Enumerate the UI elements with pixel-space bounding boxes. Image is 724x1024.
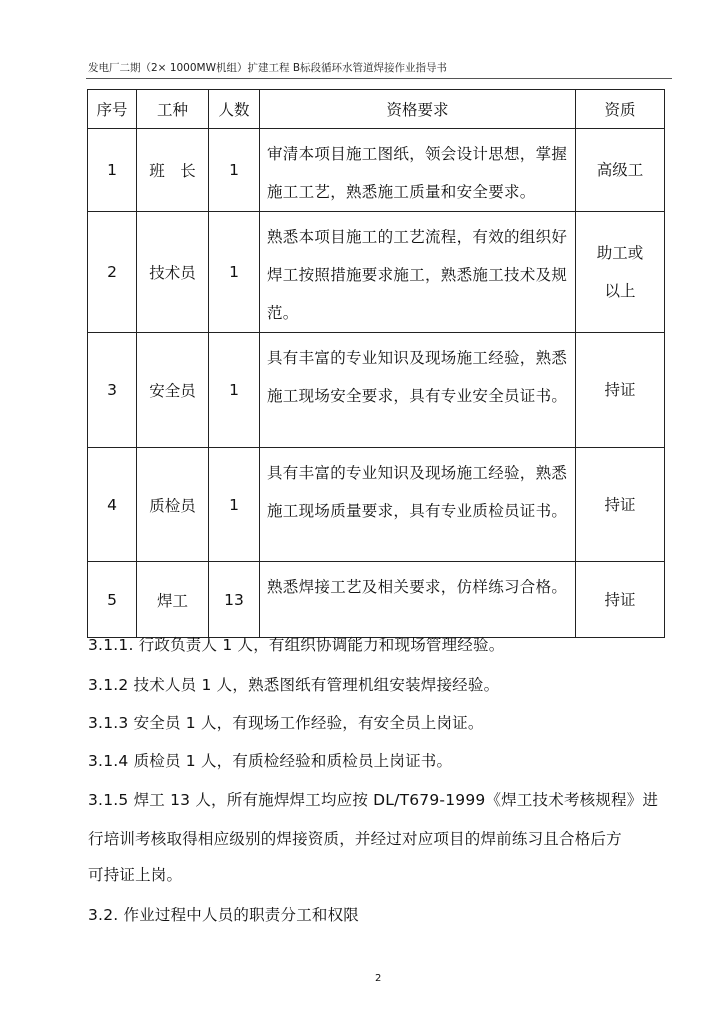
paragraph-3-1-2: 3.1.2 技术人员 1 人，熟悉图纸有管理机组安装焊接经验。 — [88, 676, 500, 694]
header-rule — [86, 78, 672, 79]
table-row — [88, 562, 665, 638]
row-number: 2 — [88, 212, 137, 333]
column-header: 人数 — [209, 90, 260, 129]
row-count: 13 — [209, 562, 260, 638]
row-number: 1 — [88, 129, 137, 212]
staffing-table — [87, 89, 665, 638]
paragraph-3-1-3: 3.1.3 安全员 1 人，有现场工作经验，有安全员上岗证。 — [88, 714, 484, 732]
row-role: 质检员 — [137, 448, 209, 562]
paragraph-3-1-4: 3.1.4 质检员 1 人，有质检经验和质检员上岗证书。 — [88, 752, 453, 770]
paragraph-3-1-1: 3.1.1. 行政负责人 1 人，有组织协调能力和现场管理经验。 — [88, 636, 505, 654]
row-requirement: 审清本项目施工图纸，领会设计思想，掌握施工工艺，熟悉施工质量和安全要求。 — [260, 129, 576, 212]
row-count: 1 — [209, 212, 260, 333]
table-row — [88, 333, 665, 448]
paragraph-3-1-5-line-2: 行培训考核取得相应级别的焊接资质，并经过对应项目的焊前练习且合格后方 — [88, 830, 622, 848]
row-role: 班 长 — [137, 129, 209, 212]
row-role: 焊工 — [137, 562, 209, 638]
column-header: 资格要求 — [260, 90, 576, 129]
row-requirement: 具有丰富的专业知识及现场施工经验，熟悉施工现场安全要求，具有专业安全员证书。 — [260, 333, 576, 448]
row-count: 1 — [209, 448, 260, 562]
row-qualification: 持证 — [576, 562, 665, 638]
row-requirement: 熟悉本项目施工的工艺流程，有效的组织好焊工按照措施要求施工，熟悉施工技术及规范。 — [260, 212, 576, 333]
row-qualification: 持证 — [576, 333, 665, 448]
column-header: 序号 — [88, 90, 137, 129]
row-number: 3 — [88, 333, 137, 448]
table-row — [88, 212, 665, 333]
row-role: 技术员 — [137, 212, 209, 333]
row-count: 1 — [209, 129, 260, 212]
section-heading-3-2: 3.2. 作业过程中人员的职责分工和权限 — [88, 906, 360, 924]
row-requirement: 具有丰富的专业知识及现场施工经验，熟悉施工现场质量要求，具有专业质检员证书。 — [260, 448, 576, 562]
table-header-row — [88, 90, 665, 129]
row-count: 1 — [209, 333, 260, 448]
table-row — [88, 129, 665, 212]
row-qualification: 持证 — [576, 448, 665, 562]
column-header: 资质 — [576, 90, 665, 129]
row-number: 4 — [88, 448, 137, 562]
paragraph-3-1-5-line-1: 3.1.5 焊工 13 人，所有施焊焊工均应按 DL/T679-1999《焊工技术考核规程》进 — [88, 791, 659, 809]
row-number: 5 — [88, 562, 137, 638]
row-role: 安全员 — [137, 333, 209, 448]
table-row — [88, 448, 665, 562]
row-requirement: 熟悉焊接工艺及相关要求，仿样练习合格。 — [260, 562, 576, 638]
page-number: 2 — [375, 973, 382, 984]
paragraph-3-1-5-line-3: 可持证上岗。 — [88, 866, 183, 884]
document-header: 发电厂二期（2× 1000MW机组）扩建工程 B标段循环水管道焊接作业指导书 — [88, 62, 448, 74]
row-qualification: 高级工 — [576, 129, 665, 212]
row-qualification: 助工或以上 — [576, 212, 665, 333]
column-header: 工种 — [137, 90, 209, 129]
